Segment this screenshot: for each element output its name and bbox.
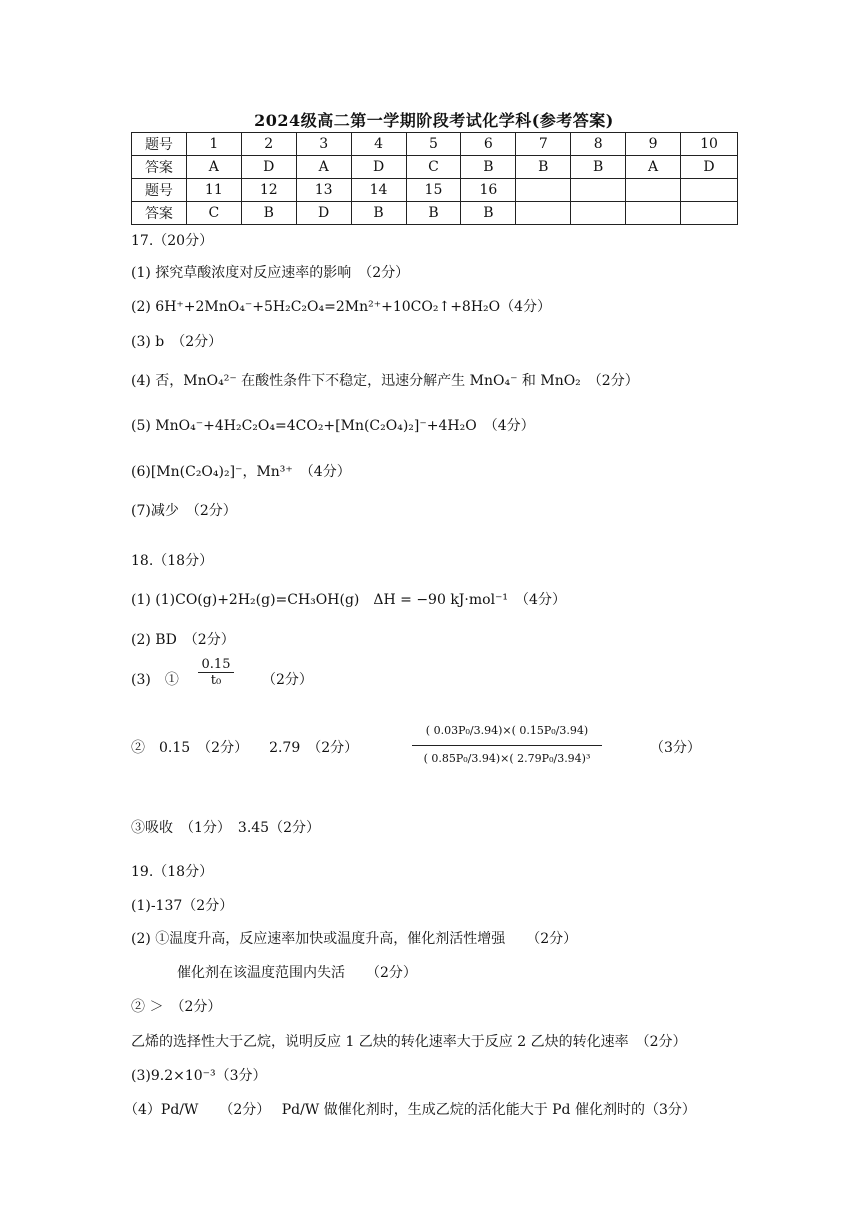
table-cell: C [406, 156, 461, 179]
q17-header: 17.（20分） [131, 233, 214, 249]
table-cell: 3 [296, 133, 351, 156]
table-cell: B [571, 156, 626, 179]
table-cell: D [351, 156, 406, 179]
q18-part2: (2) BD （2分） [131, 632, 235, 648]
q17-part6: (6)[Mn(C₂O₄)₂]⁻，Mn³⁺ （4分） [131, 464, 351, 480]
row-label: 答案 [132, 202, 187, 225]
q19-header: 19.（18分） [131, 864, 214, 880]
q19-part1: (1)-137（2分） [131, 898, 234, 914]
table-cell [571, 179, 626, 202]
q18-part1: (1) (1)CO(g)+2H₂(g)=CH₃OH(g) ΔH = −90 kJ·mol⁻¹ （4分） [131, 592, 566, 608]
table-cell: A [626, 156, 681, 179]
table-cell: B [461, 156, 516, 179]
q18-kp-fraction [412, 724, 602, 765]
table-cell: 7 [516, 133, 571, 156]
q19-part2b: 催化剂在该温度范围内失活 （2分） [177, 965, 417, 981]
table-cell: 9 [626, 133, 681, 156]
table-cell: 12 [241, 179, 296, 202]
table-cell [516, 202, 571, 225]
table-cell: A [296, 156, 351, 179]
q19-part2c: ② ＞ （2分） [131, 999, 222, 1015]
table-cell: 2 [241, 133, 296, 156]
fraction-denominator: t₀ [198, 672, 234, 688]
table-row [132, 179, 738, 202]
q18-part3-score: （2分） [262, 672, 313, 688]
q17-part2: (2) 6H⁺+2MnO₄⁻+5H₂C₂O₄=2Mn²⁺+10CO₂↑+8H₂O（4分） [131, 299, 552, 315]
table-cell: C [186, 202, 241, 225]
q17-part4: (4) 否，MnO₄²⁻ 在酸性条件下不稳定，迅速分解产生 MnO₄⁻ 和 MnO₂ （2分） [131, 373, 639, 389]
q19-part2a: (2) ①温度升高，反应速率加快或温度升高，催化剂活性增强 （2分） [131, 931, 578, 947]
table-cell: B [461, 202, 516, 225]
q19-part4: （4）Pd/W （2分） Pd/W 做催化剂时，生成乙烷的活化能大于 Pd 催化剂时的（3分） [124, 1102, 696, 1118]
row-label: 题号 [132, 179, 187, 202]
table-row [132, 133, 738, 156]
q18-part3b-score: （3分） [650, 740, 701, 756]
table-cell: 13 [296, 179, 351, 202]
table-cell [626, 202, 681, 225]
table-cell: B [351, 202, 406, 225]
q17-part1: (1) 探究草酸浓度对反应速率的影响 （2分） [131, 265, 410, 281]
q17-part5: (5) MnO₄⁻+4H₂C₂O₄=4CO₂+[Mn(C₂O₄)₂]⁻+4H₂O （4分） [131, 418, 535, 434]
table-row [132, 202, 738, 225]
table-cell: B [241, 202, 296, 225]
table-cell: 1 [186, 133, 241, 156]
table-cell: B [516, 156, 571, 179]
table-row [132, 156, 738, 179]
table-cell: D [296, 202, 351, 225]
table-cell: 11 [186, 179, 241, 202]
table-cell [681, 202, 738, 225]
table-cell [516, 179, 571, 202]
q18-part3c: ③吸收 （1分） 3.45（2分） [131, 820, 320, 836]
q19-part3: (3)9.2×10⁻³（3分） [131, 1068, 267, 1084]
table-cell: 10 [681, 133, 738, 156]
kp-numerator: ( 0.03P₀/3.94)×( 0.15P₀/3.94) [425, 724, 589, 737]
page-title: 2024级高二第一学期阶段考试化学科(参考答案) [254, 111, 614, 130]
table-cell: D [681, 156, 738, 179]
table-cell: 16 [461, 179, 516, 202]
q19-part2d: 乙烯的选择性大于乙烷，说明反应 1 乙炔的转化速率大于反应 2 乙炔的转化速率 （2分） [131, 1034, 687, 1050]
fraction-numerator: 0.15 [201, 657, 231, 672]
table-cell [571, 202, 626, 225]
kp-denominator: ( 0.85P₀/3.94)×( 2.79P₀/3.94)³ [412, 745, 602, 765]
q18-rate-fraction [198, 657, 234, 688]
row-label: 题号 [132, 133, 187, 156]
table-cell: 5 [406, 133, 461, 156]
table-cell: D [241, 156, 296, 179]
q17-part3: (3) b （2分） [131, 334, 223, 350]
q18-part3-label: (3) ① [131, 672, 179, 688]
table-cell [681, 179, 738, 202]
q17-part7: (7)减少 （2分） [131, 503, 237, 519]
table-cell: 6 [461, 133, 516, 156]
q18-header: 18.（18分） [131, 553, 214, 569]
table-cell: B [406, 202, 461, 225]
table-cell: 4 [351, 133, 406, 156]
row-label: 答案 [132, 156, 187, 179]
q18-part3b: ② 0.15 （2分） 2.79 （2分） [131, 740, 359, 756]
answer-table [131, 132, 738, 225]
table-cell: 14 [351, 179, 406, 202]
table-cell [626, 179, 681, 202]
table-cell: A [186, 156, 241, 179]
table-cell: 8 [571, 133, 626, 156]
table-cell: 15 [406, 179, 461, 202]
